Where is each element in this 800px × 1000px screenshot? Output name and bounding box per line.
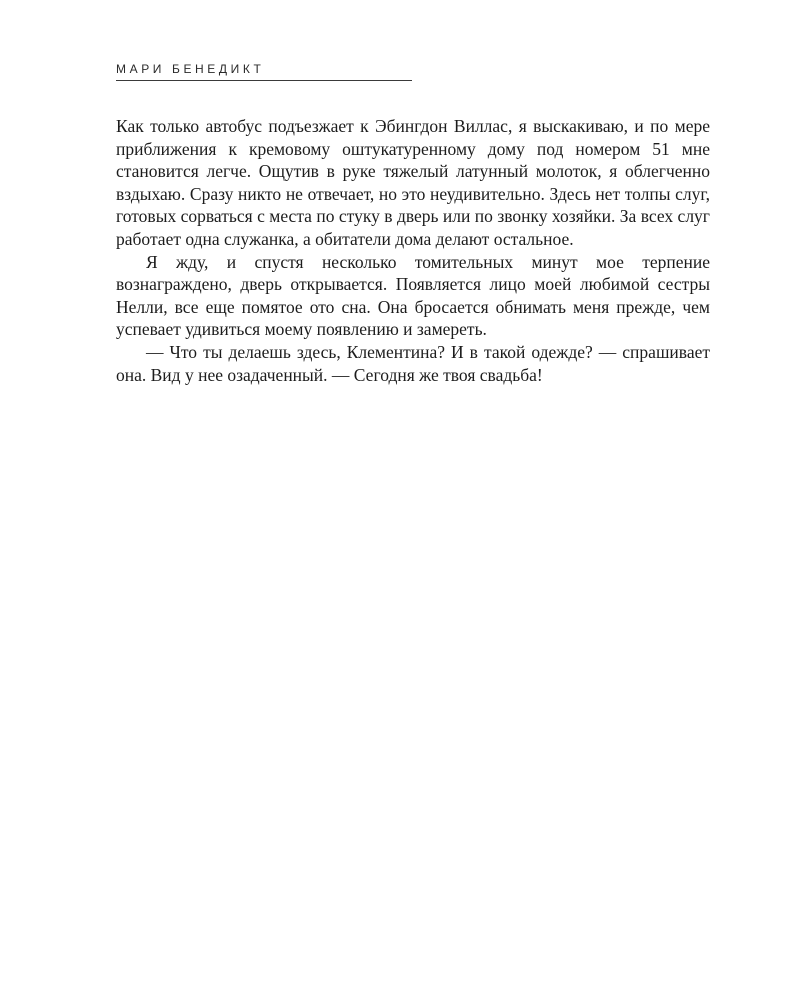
paragraph-2: Я жду, и спустя несколько томительных минут мое терпение вознаграждено, дверь открывается. Появляется лицо моей любимой сестры Нелли, все еще помятое ото сна. Она бросается обнимать меня прежде, чем успевает удивиться моему появлению и замереть. (116, 251, 710, 340)
running-head-author: МАРИ БЕНЕДИКТ (116, 62, 265, 76)
running-head-rule (116, 80, 412, 81)
paragraph-1: Как только автобус подъезжает к Эбингдон Виллас, я выскакиваю, и по мере приближения к кремовому оштукатуренному дому под номером 51 мне становится легче. Ощутив в руке тяжелый латунный молоток, я облегченно вздыхаю. Сразу никто не отвечает, но это неудивительно. Здесь нет толпы слуг, готовых сорваться с места по стуку в дверь или по звонку хозяйки. За всех слуг работает одна служанка, а обитатели дома делают остальное. (116, 116, 710, 249)
paragraph-3: — Что ты делаешь здесь, Клементина? И в такой одежде? — спрашивает она. Вид у нее озадаченный. — Сегодня же твоя свадьба! (116, 341, 710, 385)
body-text (116, 115, 710, 386)
